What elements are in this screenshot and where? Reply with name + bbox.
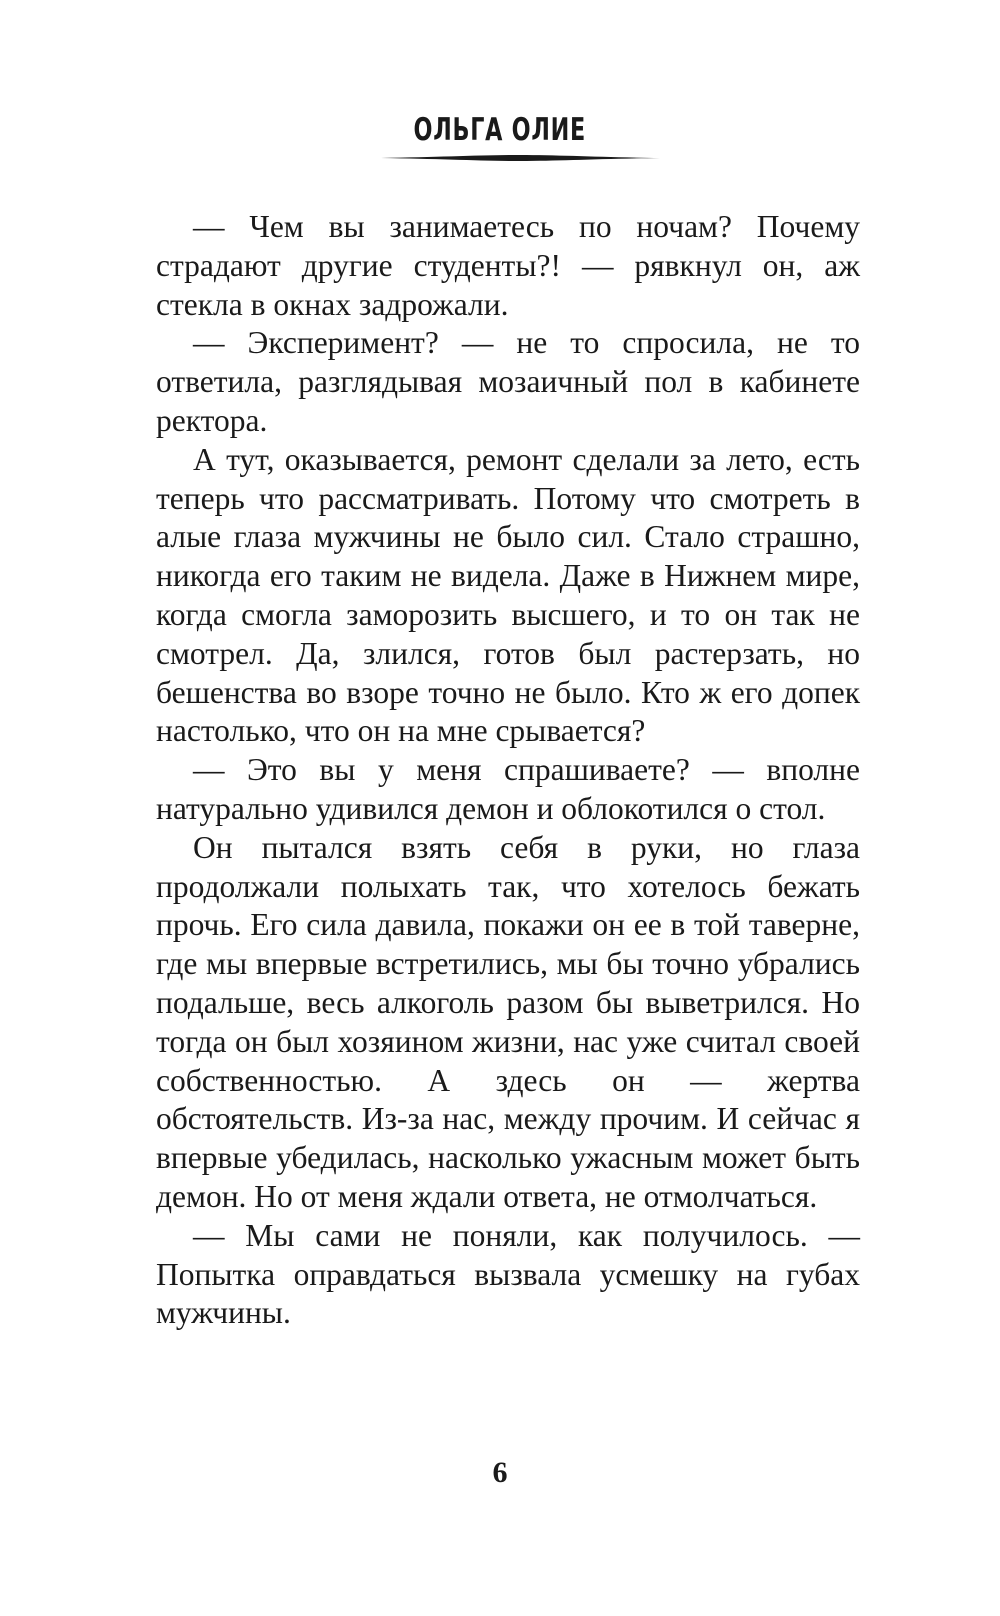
running-header [0, 112, 1000, 148]
body-text [156, 208, 860, 1333]
paragraph: — Чем вы занимаетесь по ночам? Почему страдают другие студенты?! — рявкнул он, аж стекла в окнах задрожали. [156, 209, 860, 322]
paragraph: — Это вы у меня спрашиваете? — вполне натурально удивился демон и облокотился о стол. [156, 752, 860, 826]
author-name: ОЛЬГА ОЛИЕ [413, 112, 587, 148]
paragraph: — Эксперимент? — не то спросила, не то ответила, разглядывая мозаичный пол в кабинете ректора. [156, 325, 860, 438]
paragraph: — Мы сами не поняли, как получилось. — Попытка оправдаться вызвала усмешку на губах мужчины. [156, 1217, 860, 1331]
paragraph: А тут, оказывается, ремонт сделали за лето, есть теперь что рассматривать. Потому что смотреть в алые глаза мужчины не было сил. Стало страшно, никогда его таким не видела. Даже в Нижнем мире, когда смогла заморозить высшего, и то он так не смотрел. Да, злился, готов был растерзать, но бешенства во взоре точно не было. Кто ж его допек настолько, что он на мне срывается? [156, 441, 860, 749]
page-number: 6 [492, 1456, 508, 1489]
header-divider [380, 154, 660, 162]
paragraph: Он пытался взять себя в руки, но глаза продолжали полыхать так, что хотелось бежать прочь. Его сила давила, покажи он ее в той таверне, где мы впервые встретились, мы бы точно убрались подальше, весь алкоголь разом бы выветрился. Но тогда он был хозяином жизни, нас уже считал своей собственностью. А здесь он — жертва обстоятельств. Из-за нас, между прочим. И сейчас я впервые убедилась, насколько ужасным может быть демон. Но от меня ждали ответа, не отмолчаться. [156, 829, 860, 1214]
